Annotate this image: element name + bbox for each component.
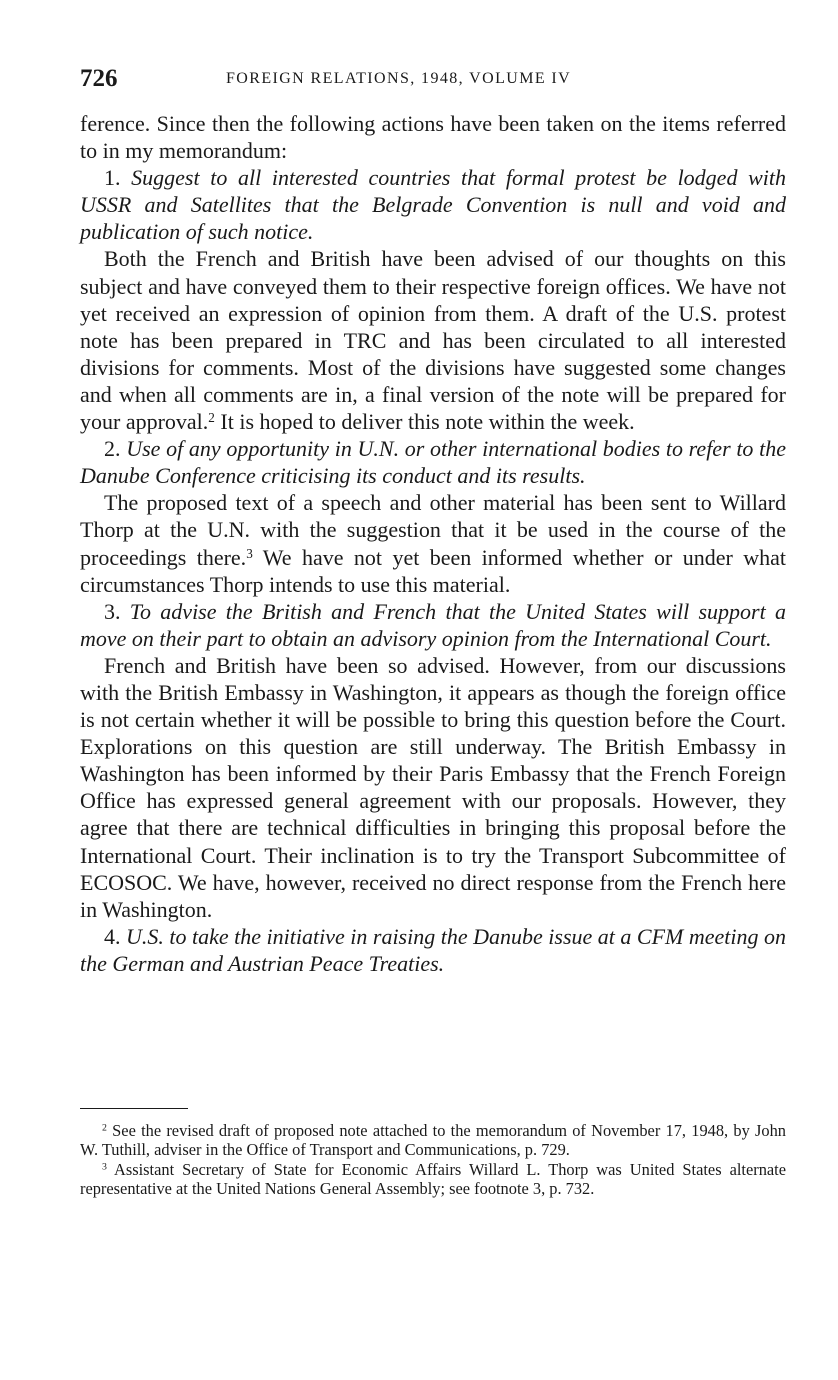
item-number: 2. [104,436,121,462]
paragraph-text: It is hoped to deliver this note within the week. [214,409,635,435]
footnote-mark: 3 [102,1161,107,1173]
action-item-4 [80,923,786,977]
footnote-ref-3: 3 [246,545,253,561]
item-text: To advise the British and French that the United States will support a move on their part to obtain an advisory opinion from the International Court. [80,598,786,651]
footnote-3 [80,1160,786,1199]
item-text: Use of any opportunity in U.N. or other international bodies to refer to the Danube Conference criticising its conduct and its results. [80,436,787,489]
page-number: 726 [80,65,118,92]
footnote-text: Assistant Secretary of State for Economic Affairs Willard L. Thorp was United States alternate representative at the United Nations General Assembly; see footnote 3, p. 732. [80,1159,786,1198]
item-number: 1. [104,165,121,191]
intro-paragraph: ference. Since then the following actions have been taken on the items referred to in my memorandum: [80,111,786,164]
footnotes [80,1121,786,1198]
paragraph-item-3-status: French and British have been so advised. However, from our discussions with the British Embassy in Washington, it appears as though the foreign office is not certain whether it will be possible to bring this question before the Court. Explorations on this question are still underway. The British Embassy in Washington has been informed by their Paris Embassy that the French Foreign Office has expressed general agreement with our proposals. However, they agree that there are technical difficulties in bringing this proposal before the International Court. Their inclination is to try the Transport Subcommittee of ECOSOC. We have, however, received no direct response from the French here in Washington. [80,652,786,922]
footnote-ref-2: 2 [208,409,215,425]
item-number: 3. [104,598,121,624]
footnote-mark: 2 [102,1122,107,1134]
running-head: FOREIGN RELATIONS, 1948, VOLUME IV [226,70,572,87]
action-item-2 [80,435,786,489]
paragraph-text: The proposed text of a speech and other material has been sent to Willard Thorp at the U.N. with the suggestion that it be used in the course of the proceedings there. [80,490,786,570]
paragraph-item-1-status [80,245,786,435]
item-text: U.S. to take the initiative in raising the Danube issue at a CFM meeting on the German and Austrian Peace Treaties. [80,923,787,976]
item-number: 4. [104,923,121,949]
footnote-divider [80,1108,188,1109]
action-item-1 [80,164,786,245]
footnote-2 [80,1121,786,1160]
paragraph-item-2-status [80,489,786,597]
paragraph-text: We have not yet been informed whether or under what circumstances Thorp intends to use this material. [80,544,786,597]
page-header [80,64,786,94]
body-text [80,110,786,977]
item-text: Suggest to all interested countries that formal protest be lodged with USSR and Satellites that the Belgrade Convention is null and void and publication of such notice. [80,165,787,245]
action-item-3 [80,598,786,652]
paragraph-text: Both the French and British have been advised of our thoughts on this subject and have conveyed them to their respective foreign offices. We have not yet received an expression of opinion from them. A draft of the U.S. protest note has been prepared in TRC and has been circulated to all interested divisions for comments. Most of the divisions have suggested some changes and when all comments are in, a final version of the note will be prepared for your approval. [80,246,786,435]
footnote-text: See the revised draft of proposed note attached to the memorandum of November 17, 1948, by John W. Tuthill, adviser in the Office of Transport and Communications, p. 729. [80,1121,786,1160]
